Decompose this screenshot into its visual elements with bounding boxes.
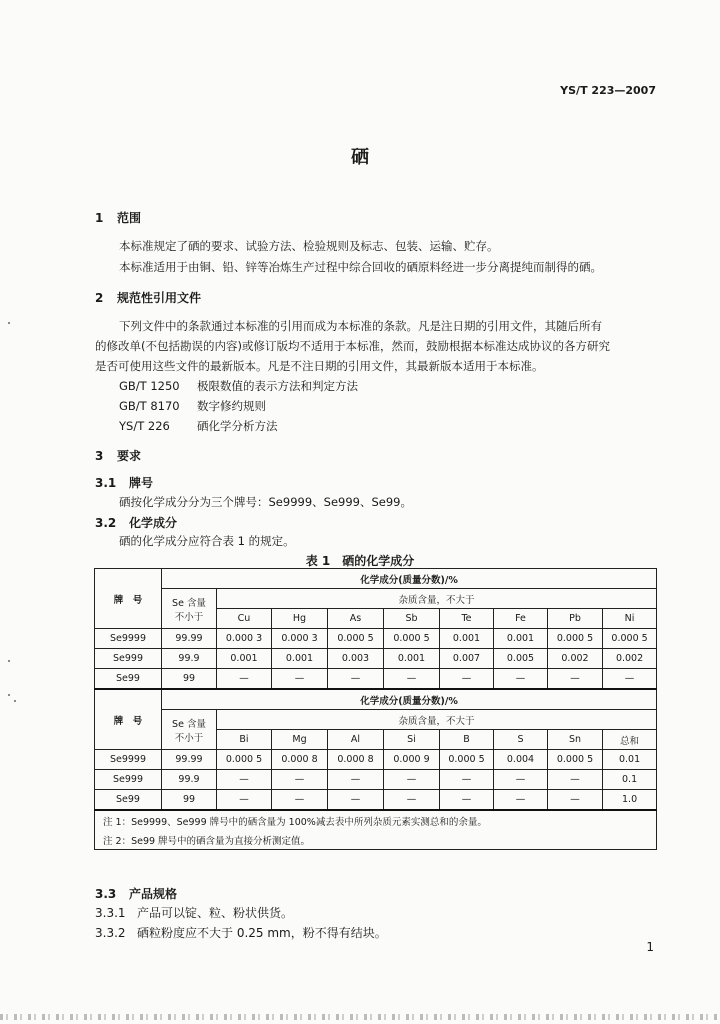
composition-header: 化学成分(质量分数)/% xyxy=(162,689,657,710)
grade-cell: Se99 xyxy=(95,790,162,811)
composition-paragraph: 硒的化学成分应符合表 1 的规定。 xyxy=(119,534,295,548)
value-cell: 0.004 xyxy=(494,750,548,770)
value-cell: 0.000 5 xyxy=(440,750,494,770)
value-cell: 0.000 5 xyxy=(548,629,603,649)
value-cell: — xyxy=(217,770,272,790)
value-cell: 0.002 xyxy=(548,649,603,669)
scan-edge-strip xyxy=(0,1014,720,1020)
value-cell: — xyxy=(272,669,328,690)
references-line-1: 下列文件中的条款通过本标准的引用而成为本标准的条款。凡是注日期的引用文件，其随后所有 xyxy=(119,319,602,333)
grade-cell: Se99 xyxy=(95,669,162,690)
table-note-1: 注 1：Se9999、Se999 牌号中的硒含量为 100%减去表中所列杂质元素实测总和的余量。 xyxy=(95,810,657,830)
value-cell: 0.003 xyxy=(328,649,384,669)
section-title: 规范性引用文件 xyxy=(117,291,202,305)
subsection-number: 3.1 xyxy=(95,476,117,490)
scan-speck xyxy=(14,700,16,702)
scope-paragraph-1: 本标准规定了硒的要求、试验方法、检验规则及标志、包装、运输、贮存。 xyxy=(119,239,499,253)
section-number: 1 xyxy=(95,211,104,225)
grade-cell: Se999 xyxy=(95,770,162,790)
clause-text: 硒粒粉度应不大于 0.25 mm，粉不得有结块。 xyxy=(137,926,387,940)
value-cell: — xyxy=(217,669,272,690)
element-header: Fe xyxy=(494,609,548,629)
value-cell: — xyxy=(548,770,603,790)
composition-header: 化学成分(质量分数)/% xyxy=(162,569,657,589)
element-header: B xyxy=(440,730,494,750)
value-cell: 0.007 xyxy=(440,649,494,669)
value-cell: — xyxy=(272,770,328,790)
reference-name: 极限数值的表示方法和判定方法 xyxy=(197,379,358,393)
value-cell: — xyxy=(328,669,384,690)
reference-code: YS/T 226 xyxy=(119,419,170,433)
table-note-2: 注 2：Se99 牌号中的硒含量为直接分析测定值。 xyxy=(95,830,657,850)
value-cell: — xyxy=(603,669,657,690)
reference-code: GB/T 8170 xyxy=(119,399,180,413)
value-cell: — xyxy=(548,669,603,690)
element-header: Cu xyxy=(217,609,272,629)
subsection-title: 化学成分 xyxy=(129,516,178,530)
value-cell: 1.0 xyxy=(603,790,657,811)
se-cell: 99 xyxy=(162,669,217,690)
grades-paragraph: 硒按化学成分分为三个牌号：Se9999、Se999、Se99。 xyxy=(119,495,412,509)
scan-speck xyxy=(8,322,10,324)
reference-item xyxy=(119,398,266,414)
subsection-3-1-heading xyxy=(95,474,153,491)
subsection-number: 3.3 xyxy=(95,887,117,901)
value-cell: — xyxy=(272,790,328,811)
value-cell: 0.000 8 xyxy=(272,750,328,770)
grade-cell: Se9999 xyxy=(95,629,162,649)
table-row xyxy=(95,669,657,690)
clause-3-3-2 xyxy=(95,924,387,941)
value-cell: 0.000 5 xyxy=(603,629,657,649)
reference-name: 硒化学分析方法 xyxy=(197,419,278,433)
scope-paragraph-2: 本标准适用于由铜、铅、锌等冶炼生产过程中综合回收的硒原料经进一步分离提纯而制得的硒。 xyxy=(119,260,602,274)
standard-code: YS/T 223—2007 xyxy=(560,84,656,97)
se-content-sublabel: 不小于 xyxy=(174,732,204,744)
value-cell: — xyxy=(494,790,548,811)
se-content-header xyxy=(162,710,217,750)
se-content-label: Se 含量 xyxy=(172,718,206,730)
clause-text: 产品可以锭、粒、粉状供货。 xyxy=(137,906,294,920)
table-row xyxy=(95,750,657,770)
value-cell: 0.1 xyxy=(603,770,657,790)
subsection-3-3-heading xyxy=(95,885,177,902)
element-header: Mg xyxy=(272,730,328,750)
element-header: Hg xyxy=(272,609,328,629)
value-cell: — xyxy=(440,770,494,790)
clause-3-3-1 xyxy=(95,904,293,921)
grade-cell: Se999 xyxy=(95,649,162,669)
se-cell: 99 xyxy=(162,790,217,811)
value-cell: 0.000 5 xyxy=(548,750,603,770)
section-title: 要求 xyxy=(117,449,142,463)
value-cell: — xyxy=(328,770,384,790)
subsection-title: 牌号 xyxy=(129,476,154,490)
impurity-header: 杂质含量，不大于 xyxy=(217,710,657,730)
value-cell: 0.001 xyxy=(494,629,548,649)
value-cell: — xyxy=(494,770,548,790)
section-title: 范围 xyxy=(117,211,142,225)
clause-number: 3.3.2 xyxy=(95,926,126,940)
value-cell: 0.000 9 xyxy=(384,750,440,770)
document-title: 硒 xyxy=(351,147,369,168)
reference-item xyxy=(119,418,278,434)
section-3-heading xyxy=(95,447,141,464)
se-content-header xyxy=(162,589,217,629)
value-cell: 0.01 xyxy=(603,750,657,770)
scan-speck xyxy=(8,660,10,662)
references-line-3: 是否可使用这些文件的最新版本。凡是不注日期的引用文件，其最新版本适用于本标准。 xyxy=(95,359,544,373)
element-header: Sn xyxy=(548,730,603,750)
element-header: Al xyxy=(328,730,384,750)
element-header: S xyxy=(494,730,548,750)
value-cell: 0.001 xyxy=(440,629,494,649)
value-cell: — xyxy=(217,790,272,811)
reference-name: 数字修约规则 xyxy=(197,399,266,413)
value-cell: — xyxy=(440,669,494,690)
element-header: Si xyxy=(384,730,440,750)
element-header: Pb xyxy=(548,609,603,629)
element-header: Te xyxy=(440,609,494,629)
subsection-number: 3.2 xyxy=(95,516,117,530)
value-cell: 0.000 8 xyxy=(328,750,384,770)
impurity-header: 杂质含量，不大于 xyxy=(217,589,657,609)
value-cell: — xyxy=(384,669,440,690)
element-header: Sb xyxy=(384,609,440,629)
table-row xyxy=(95,790,657,811)
value-cell: 0.000 5 xyxy=(217,750,272,770)
value-cell: 0.002 xyxy=(603,649,657,669)
value-cell: 0.000 3 xyxy=(272,629,328,649)
se-cell: 99.9 xyxy=(162,770,217,790)
se-content-sublabel: 不小于 xyxy=(174,611,204,623)
table-row xyxy=(95,629,657,649)
se-cell: 99.99 xyxy=(162,750,217,770)
value-cell: — xyxy=(548,790,603,811)
value-cell: — xyxy=(384,770,440,790)
section-1-heading xyxy=(95,209,141,226)
value-cell: 0.000 5 xyxy=(384,629,440,649)
scan-speck xyxy=(8,694,10,696)
element-header: Bi xyxy=(217,730,272,750)
grade-header: 牌 号 xyxy=(95,569,162,629)
reference-code: GB/T 1250 xyxy=(119,379,180,393)
table-row xyxy=(95,649,657,669)
value-cell: 0.001 xyxy=(217,649,272,669)
section-number: 2 xyxy=(95,291,104,305)
table-row xyxy=(95,770,657,790)
table-caption: 表 1 硒的化学成分 xyxy=(305,554,415,568)
se-cell: 99.99 xyxy=(162,629,217,649)
value-cell: 0.001 xyxy=(384,649,440,669)
subsection-title: 产品规格 xyxy=(129,887,178,901)
section-number: 3 xyxy=(95,449,104,463)
page-number: 1 xyxy=(646,940,654,954)
grade-cell: Se9999 xyxy=(95,750,162,770)
value-cell: — xyxy=(440,790,494,811)
value-cell: 0.000 3 xyxy=(217,629,272,649)
element-header: Ni xyxy=(603,609,657,629)
se-content-label: Se 含量 xyxy=(172,597,206,609)
value-cell: 0.005 xyxy=(494,649,548,669)
value-cell: 0.001 xyxy=(272,649,328,669)
subsection-3-2-heading xyxy=(95,514,177,531)
references-line-2: 的修改单(不包括勘误的内容)或修订版均不适用于本标准，然而，鼓励根据本标准达成协议的各方研究 xyxy=(95,339,610,353)
reference-item xyxy=(119,378,358,394)
se-cell: 99.9 xyxy=(162,649,217,669)
value-cell: — xyxy=(494,669,548,690)
element-header: As xyxy=(328,609,384,629)
value-cell: — xyxy=(384,790,440,811)
element-header: 总和 xyxy=(603,730,657,750)
section-2-heading xyxy=(95,289,201,306)
clause-number: 3.3.1 xyxy=(95,906,126,920)
value-cell: 0.000 5 xyxy=(328,629,384,649)
grade-header: 牌 号 xyxy=(95,689,162,750)
chemical-composition-table xyxy=(94,568,657,850)
value-cell: — xyxy=(328,790,384,811)
